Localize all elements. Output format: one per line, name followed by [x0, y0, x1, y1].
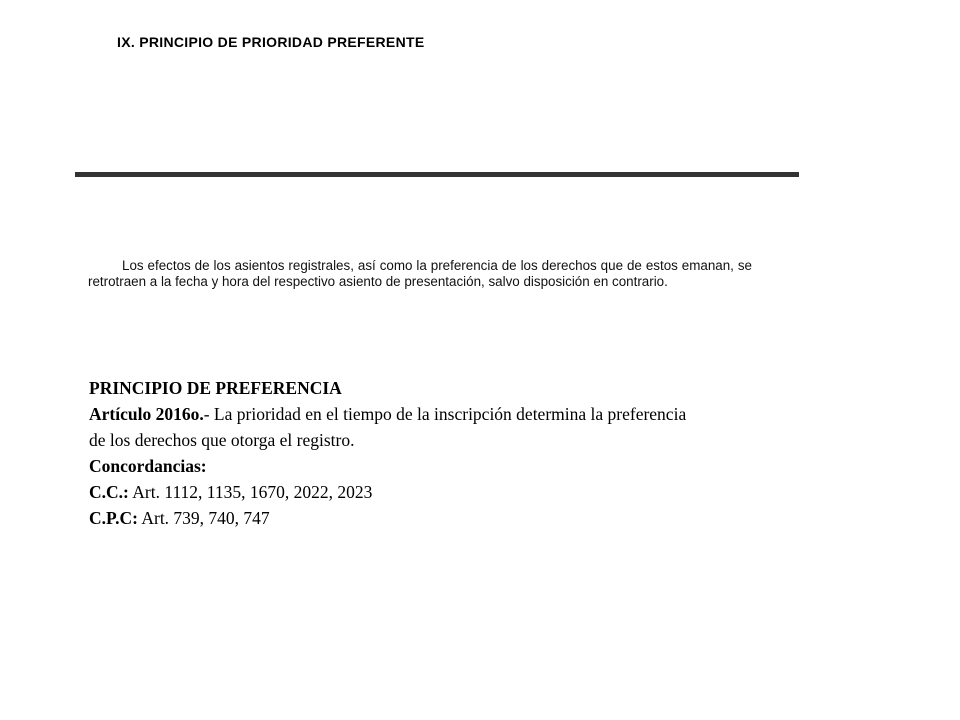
article-number: Artículo 2016o. — [89, 404, 204, 424]
horizontal-rule — [75, 172, 799, 177]
concordance-articles: Art. 1112, 1135, 1670, 2022, 2023 — [128, 482, 373, 502]
article-first-line — [89, 401, 849, 427]
concordance-code: C.C.: — [89, 482, 129, 502]
article-block — [89, 375, 849, 531]
concordance-articles: Art. 739, 740, 747 — [137, 508, 270, 528]
article-title: PRINCIPIO DE PREFERENCIA — [89, 378, 342, 398]
article-body-start: - La prioridad en el tiempo de la inscripción determina la preferencia — [203, 404, 687, 424]
principle-quote: Los efectos de los asientos registrales, así como la preferencia de los derechos que de estos emanan, se retrotraen a la fecha y hora del respectivo asiento de presentación, salvo disposición en contrario. — [88, 258, 752, 289]
concordance-cc — [89, 479, 849, 505]
concordance-code: C.P.C: — [89, 508, 138, 528]
concordances-label: Concordancias: — [89, 456, 207, 476]
article-body-continuation: de los derechos que otorga el registro. — [89, 430, 355, 450]
section-heading: IX. PRINCIPIO DE PRIORIDAD PREFERENTE — [117, 34, 425, 50]
concordance-cpc — [89, 505, 849, 531]
